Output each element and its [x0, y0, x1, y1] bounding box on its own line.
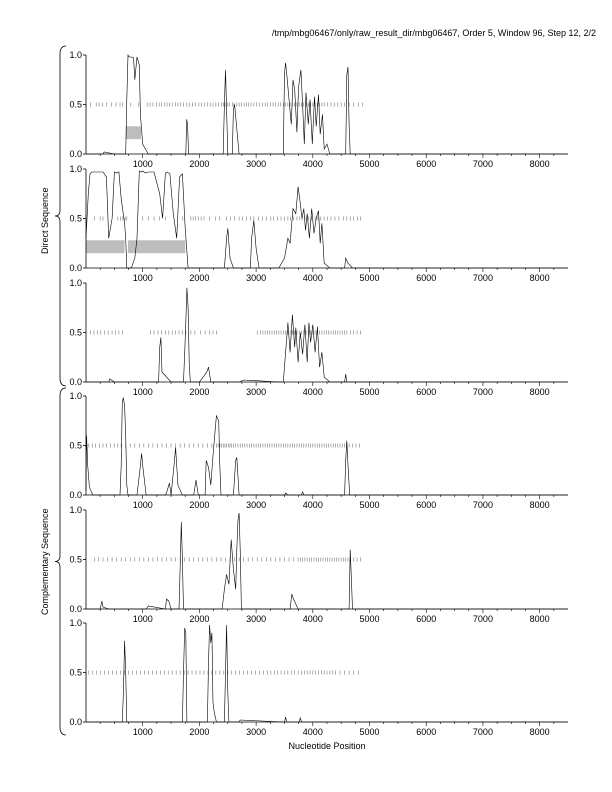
- panel-1-x-tick-label-1000: 1000: [132, 159, 153, 169]
- panel-6-x-tick-label-6000: 6000: [416, 727, 437, 737]
- complementary-sequence-brace: [55, 388, 66, 735]
- complementary-sequence-label: Complementary Sequence: [40, 508, 50, 615]
- panel-3-y-tick-label-1: 0.5: [69, 327, 82, 338]
- panel-3-x-tick-label-6000: 6000: [416, 387, 437, 397]
- panel-1-y-tick-label-0: 0.0: [69, 149, 82, 159]
- panel-2-x-tick-label-3000: 3000: [246, 273, 267, 283]
- panel-1-y-tick-label-2: 1.0: [69, 50, 82, 60]
- panel-3-series-line: [86, 288, 568, 382]
- panel-2-y-tick-label-1: 0.5: [69, 213, 82, 224]
- panel-5-x-tick-label-8000: 8000: [529, 614, 550, 624]
- panel-2-y-tick-label-2: 1.0: [69, 164, 82, 174]
- panel-3-x-tick-label-4000: 4000: [302, 387, 323, 397]
- panel-3-x-tick-label-7000: 7000: [472, 387, 493, 397]
- panel-2-x-tick-label-8000: 8000: [529, 273, 550, 283]
- panel-1-x-tick-label-2000: 2000: [189, 159, 210, 169]
- panel-3-x-tick-label-2000: 2000: [189, 387, 210, 397]
- panel-4-y-tick-label-1: 0.5: [69, 440, 82, 451]
- panel-6-y-tick-label-0: 0.0: [69, 717, 82, 727]
- panel-2-series-line: [86, 171, 568, 268]
- panel-5-x-tick-label-1000: 1000: [132, 614, 153, 624]
- panel-5-y-tick-label-1: 0.5: [69, 554, 82, 565]
- panel-6-y-tick-label-2: 1.0: [69, 618, 82, 628]
- panel-2-x-tick-label-2000: 2000: [189, 273, 210, 283]
- panel-1-x-tick-label-3000: 3000: [246, 159, 267, 169]
- panel-6-x-tick-label-7000: 7000: [472, 727, 493, 737]
- panel-5-x-tick-label-2000: 2000: [189, 614, 210, 624]
- panel-6-x-tick-label-3000: 3000: [246, 727, 267, 737]
- panel-6-x-tick-label-1000: 1000: [132, 727, 153, 737]
- panel-1-highlight-1: [126, 126, 141, 139]
- panel-2-x-tick-label-5000: 5000: [359, 273, 380, 283]
- panel-1-y-tick-label-1: 0.5: [69, 99, 82, 110]
- panel-5-x-tick-label-4000: 4000: [302, 614, 323, 624]
- panel-5-series-line: [86, 513, 568, 609]
- panel-3-x-tick-label-5000: 5000: [359, 387, 380, 397]
- panel-6-y-tick-label-1: 0.5: [69, 667, 82, 678]
- panel-6-x-tick-label-5000: 5000: [359, 727, 380, 737]
- panel-2-y-tick-label-0: 0.0: [69, 263, 82, 273]
- panel-3-y-tick-label-0: 0.0: [69, 377, 82, 387]
- panel-4-series-line: [86, 398, 568, 495]
- panel-6-x-tick-label-2000: 2000: [189, 727, 210, 737]
- panel-3-x-tick-label-3000: 3000: [246, 387, 267, 397]
- panel-1-x-tick-label-6000: 6000: [416, 159, 437, 169]
- direct-sequence-label: Direct Sequence: [40, 187, 50, 254]
- panel-4-x-tick-label-7000: 7000: [472, 500, 493, 510]
- header-title: /tmp/mbg06467/only/raw_result_dir/mbg06467, Order 5, Window 96, Step 12, 2/2: [271, 28, 596, 38]
- panel-2-x-tick-label-7000: 7000: [472, 273, 493, 283]
- panel-1-x-tick-label-5000: 5000: [359, 159, 380, 169]
- panel-1-x-tick-label-8000: 8000: [529, 159, 550, 169]
- panel-4-x-tick-label-8000: 8000: [529, 500, 550, 510]
- direct-sequence-brace: [55, 46, 66, 386]
- panel-1-x-tick-label-4000: 4000: [302, 159, 323, 169]
- panel-2-x-tick-label-4000: 4000: [302, 273, 323, 283]
- panel-4-x-tick-label-5000: 5000: [359, 500, 380, 510]
- panel-2-x-tick-label-6000: 6000: [416, 273, 437, 283]
- panel-6-x-tick-label-4000: 4000: [302, 727, 323, 737]
- panel-1-x-tick-label-7000: 7000: [472, 159, 493, 169]
- panel-5-x-tick-label-7000: 7000: [472, 614, 493, 624]
- panel-3-x-tick-label-1000: 1000: [132, 387, 153, 397]
- panel-5-y-tick-label-2: 1.0: [69, 505, 82, 515]
- panel-1-series-line: [86, 55, 568, 154]
- panel-3-x-tick-label-8000: 8000: [529, 387, 550, 397]
- panel-6-x-tick-label-8000: 8000: [529, 727, 550, 737]
- panel-3-y-tick-label-2: 1.0: [69, 278, 82, 288]
- panel-4-x-tick-label-4000: 4000: [302, 500, 323, 510]
- panel-4-y-tick-label-0: 0.0: [69, 490, 82, 500]
- panel-5-x-tick-label-6000: 6000: [416, 614, 437, 624]
- panel-4-x-tick-label-1000: 1000: [132, 500, 153, 510]
- panel-4-x-tick-label-6000: 6000: [416, 500, 437, 510]
- panel-4-x-tick-label-2000: 2000: [189, 500, 210, 510]
- x-axis-label: Nucleotide Position: [288, 741, 366, 751]
- panel-5-x-tick-label-3000: 3000: [246, 614, 267, 624]
- panel-2-x-tick-label-1000: 1000: [132, 273, 153, 283]
- panel-2-highlight-1: [86, 240, 125, 253]
- panel-4-x-tick-label-3000: 3000: [246, 500, 267, 510]
- panel-4-y-tick-label-2: 1.0: [69, 391, 82, 401]
- panel-5-y-tick-label-0: 0.0: [69, 604, 82, 614]
- panel-5-x-tick-label-5000: 5000: [359, 614, 380, 624]
